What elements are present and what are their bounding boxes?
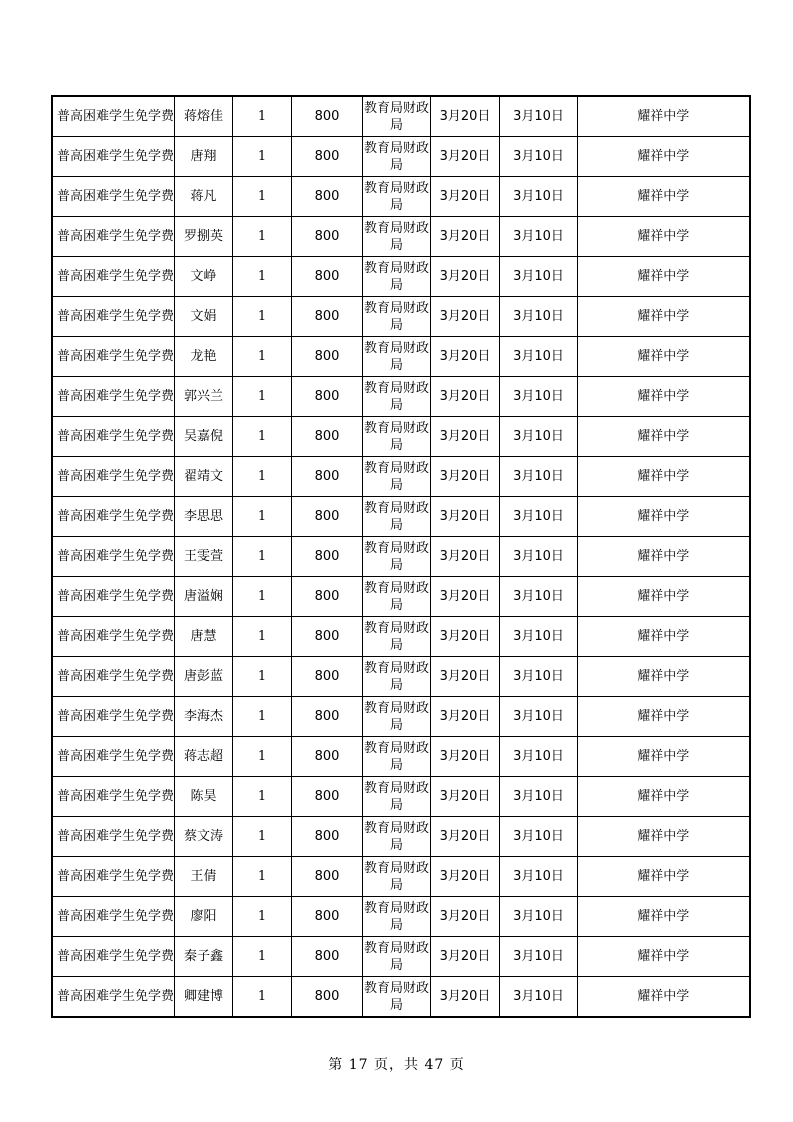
school-cell: 耀祥中学 bbox=[578, 377, 750, 417]
date-cell: 3月20日 bbox=[431, 137, 500, 177]
date-cell: 3月10日 bbox=[500, 137, 578, 177]
date-cell: 3月10日 bbox=[500, 497, 578, 537]
project-cell: 普高困难学生免学费 bbox=[52, 697, 175, 737]
amount-cell: 800 bbox=[292, 937, 363, 977]
project-cell: 普高困难学生免学费 bbox=[52, 737, 175, 777]
department-cell: 教育局财政局 bbox=[363, 377, 431, 417]
student-name-cell: 蒋凡 bbox=[175, 177, 233, 217]
school-cell: 耀祥中学 bbox=[578, 697, 750, 737]
count-cell: 1 bbox=[233, 977, 292, 1018]
count-cell: 1 bbox=[233, 337, 292, 377]
count-cell: 1 bbox=[233, 457, 292, 497]
department-cell: 教育局财政局 bbox=[363, 817, 431, 857]
count-cell: 1 bbox=[233, 937, 292, 977]
date-cell: 3月10日 bbox=[500, 577, 578, 617]
school-cell: 耀祥中学 bbox=[578, 657, 750, 697]
date-cell: 3月20日 bbox=[431, 417, 500, 457]
department-cell: 教育局财政局 bbox=[363, 537, 431, 577]
school-cell: 耀祥中学 bbox=[578, 96, 750, 137]
amount-cell: 800 bbox=[292, 217, 363, 257]
count-cell: 1 bbox=[233, 857, 292, 897]
date-cell: 3月10日 bbox=[500, 457, 578, 497]
date-cell: 3月10日 bbox=[500, 257, 578, 297]
date-cell: 3月20日 bbox=[431, 617, 500, 657]
date-cell: 3月10日 bbox=[500, 337, 578, 377]
date-cell: 3月20日 bbox=[431, 857, 500, 897]
school-cell: 耀祥中学 bbox=[578, 977, 750, 1018]
department-cell: 教育局财政局 bbox=[363, 137, 431, 177]
school-cell: 耀祥中学 bbox=[578, 177, 750, 217]
date-cell: 3月20日 bbox=[431, 457, 500, 497]
date-cell: 3月20日 bbox=[431, 657, 500, 697]
student-name-cell: 文峥 bbox=[175, 257, 233, 297]
project-cell: 普高困难学生免学费 bbox=[52, 657, 175, 697]
project-cell: 普高困难学生免学费 bbox=[52, 977, 175, 1018]
count-cell: 1 bbox=[233, 377, 292, 417]
amount-cell: 800 bbox=[292, 737, 363, 777]
table-row bbox=[52, 737, 750, 777]
amount-cell: 800 bbox=[292, 577, 363, 617]
student-name-cell: 郭兴兰 bbox=[175, 377, 233, 417]
student-name-cell: 唐溢娴 bbox=[175, 577, 233, 617]
department-cell: 教育局财政局 bbox=[363, 937, 431, 977]
student-name-cell: 文娟 bbox=[175, 297, 233, 337]
amount-cell: 800 bbox=[292, 617, 363, 657]
table-row bbox=[52, 577, 750, 617]
department-cell: 教育局财政局 bbox=[363, 617, 431, 657]
department-cell: 教育局财政局 bbox=[363, 577, 431, 617]
date-cell: 3月10日 bbox=[500, 777, 578, 817]
amount-cell: 800 bbox=[292, 817, 363, 857]
table-row bbox=[52, 137, 750, 177]
table-row bbox=[52, 977, 750, 1018]
date-cell: 3月20日 bbox=[431, 257, 500, 297]
date-cell: 3月10日 bbox=[500, 937, 578, 977]
table-row bbox=[52, 417, 750, 457]
school-cell: 耀祥中学 bbox=[578, 417, 750, 457]
date-cell: 3月20日 bbox=[431, 817, 500, 857]
count-cell: 1 bbox=[233, 737, 292, 777]
table-row bbox=[52, 817, 750, 857]
school-cell: 耀祥中学 bbox=[578, 337, 750, 377]
table-row bbox=[52, 457, 750, 497]
amount-cell: 800 bbox=[292, 177, 363, 217]
count-cell: 1 bbox=[233, 657, 292, 697]
school-cell: 耀祥中学 bbox=[578, 577, 750, 617]
school-cell: 耀祥中学 bbox=[578, 777, 750, 817]
records-table bbox=[51, 95, 751, 1018]
count-cell: 1 bbox=[233, 177, 292, 217]
date-cell: 3月20日 bbox=[431, 777, 500, 817]
table-row bbox=[52, 497, 750, 537]
amount-cell: 800 bbox=[292, 777, 363, 817]
count-cell: 1 bbox=[233, 537, 292, 577]
school-cell: 耀祥中学 bbox=[578, 857, 750, 897]
table-row bbox=[52, 257, 750, 297]
department-cell: 教育局财政局 bbox=[363, 977, 431, 1018]
date-cell: 3月10日 bbox=[500, 657, 578, 697]
table-row bbox=[52, 657, 750, 697]
student-name-cell: 李海杰 bbox=[175, 697, 233, 737]
date-cell: 3月10日 bbox=[500, 697, 578, 737]
project-cell: 普高困难学生免学费 bbox=[52, 217, 175, 257]
count-cell: 1 bbox=[233, 417, 292, 457]
date-cell: 3月20日 bbox=[431, 377, 500, 417]
department-cell: 教育局财政局 bbox=[363, 337, 431, 377]
project-cell: 普高困难学生免学费 bbox=[52, 377, 175, 417]
department-cell: 教育局财政局 bbox=[363, 497, 431, 537]
department-cell: 教育局财政局 bbox=[363, 777, 431, 817]
department-cell: 教育局财政局 bbox=[363, 457, 431, 497]
student-name-cell: 唐翔 bbox=[175, 137, 233, 177]
table-row bbox=[52, 937, 750, 977]
student-name-cell: 秦子鑫 bbox=[175, 937, 233, 977]
date-cell: 3月20日 bbox=[431, 177, 500, 217]
school-cell: 耀祥中学 bbox=[578, 537, 750, 577]
date-cell: 3月20日 bbox=[431, 96, 500, 137]
department-cell: 教育局财政局 bbox=[363, 217, 431, 257]
date-cell: 3月20日 bbox=[431, 937, 500, 977]
date-cell: 3月20日 bbox=[431, 337, 500, 377]
department-cell: 教育局财政局 bbox=[363, 737, 431, 777]
school-cell: 耀祥中学 bbox=[578, 137, 750, 177]
count-cell: 1 bbox=[233, 577, 292, 617]
project-cell: 普高困难学生免学费 bbox=[52, 137, 175, 177]
amount-cell: 800 bbox=[292, 377, 363, 417]
project-cell: 普高困难学生免学费 bbox=[52, 297, 175, 337]
student-name-cell: 蒋志超 bbox=[175, 737, 233, 777]
amount-cell: 800 bbox=[292, 977, 363, 1018]
department-cell: 教育局财政局 bbox=[363, 257, 431, 297]
table-row bbox=[52, 857, 750, 897]
amount-cell: 800 bbox=[292, 457, 363, 497]
date-cell: 3月10日 bbox=[500, 297, 578, 337]
count-cell: 1 bbox=[233, 697, 292, 737]
school-cell: 耀祥中学 bbox=[578, 257, 750, 297]
student-name-cell: 唐慧 bbox=[175, 617, 233, 657]
date-cell: 3月10日 bbox=[500, 177, 578, 217]
count-cell: 1 bbox=[233, 217, 292, 257]
school-cell: 耀祥中学 bbox=[578, 297, 750, 337]
date-cell: 3月20日 bbox=[431, 977, 500, 1018]
department-cell: 教育局财政局 bbox=[363, 297, 431, 337]
amount-cell: 800 bbox=[292, 137, 363, 177]
date-cell: 3月20日 bbox=[431, 217, 500, 257]
amount-cell: 800 bbox=[292, 417, 363, 457]
amount-cell: 800 bbox=[292, 857, 363, 897]
date-cell: 3月10日 bbox=[500, 617, 578, 657]
amount-cell: 800 bbox=[292, 497, 363, 537]
student-name-cell: 蔡文涛 bbox=[175, 817, 233, 857]
count-cell: 1 bbox=[233, 777, 292, 817]
student-name-cell: 陈昊 bbox=[175, 777, 233, 817]
project-cell: 普高困难学生免学费 bbox=[52, 577, 175, 617]
project-cell: 普高困难学生免学费 bbox=[52, 457, 175, 497]
student-name-cell: 王倩 bbox=[175, 857, 233, 897]
amount-cell: 800 bbox=[292, 337, 363, 377]
student-name-cell: 蒋熔佳 bbox=[175, 96, 233, 137]
student-name-cell: 吴嘉倪 bbox=[175, 417, 233, 457]
date-cell: 3月20日 bbox=[431, 497, 500, 537]
school-cell: 耀祥中学 bbox=[578, 617, 750, 657]
department-cell: 教育局财政局 bbox=[363, 657, 431, 697]
date-cell: 3月10日 bbox=[500, 857, 578, 897]
school-cell: 耀祥中学 bbox=[578, 737, 750, 777]
project-cell: 普高困难学生免学费 bbox=[52, 857, 175, 897]
table-row bbox=[52, 377, 750, 417]
student-name-cell: 唐彭蓝 bbox=[175, 657, 233, 697]
project-cell: 普高困难学生免学费 bbox=[52, 777, 175, 817]
school-cell: 耀祥中学 bbox=[578, 217, 750, 257]
school-cell: 耀祥中学 bbox=[578, 937, 750, 977]
school-cell: 耀祥中学 bbox=[578, 497, 750, 537]
count-cell: 1 bbox=[233, 897, 292, 937]
date-cell: 3月10日 bbox=[500, 817, 578, 857]
project-cell: 普高困难学生免学费 bbox=[52, 617, 175, 657]
table-row bbox=[52, 297, 750, 337]
count-cell: 1 bbox=[233, 137, 292, 177]
date-cell: 3月20日 bbox=[431, 577, 500, 617]
department-cell: 教育局财政局 bbox=[363, 417, 431, 457]
student-name-cell: 龙艳 bbox=[175, 337, 233, 377]
project-cell: 普高困难学生免学费 bbox=[52, 96, 175, 137]
amount-cell: 800 bbox=[292, 96, 363, 137]
date-cell: 3月10日 bbox=[500, 737, 578, 777]
date-cell: 3月20日 bbox=[431, 537, 500, 577]
table-row bbox=[52, 337, 750, 377]
date-cell: 3月10日 bbox=[500, 217, 578, 257]
date-cell: 3月20日 bbox=[431, 737, 500, 777]
date-cell: 3月10日 bbox=[500, 897, 578, 937]
student-name-cell: 李思思 bbox=[175, 497, 233, 537]
count-cell: 1 bbox=[233, 257, 292, 297]
table-body bbox=[52, 96, 750, 1017]
department-cell: 教育局财政局 bbox=[363, 857, 431, 897]
count-cell: 1 bbox=[233, 96, 292, 137]
student-name-cell: 王雯萱 bbox=[175, 537, 233, 577]
department-cell: 教育局财政局 bbox=[363, 177, 431, 217]
project-cell: 普高困难学生免学费 bbox=[52, 177, 175, 217]
project-cell: 普高困难学生免学费 bbox=[52, 257, 175, 297]
date-cell: 3月10日 bbox=[500, 977, 578, 1018]
date-cell: 3月20日 bbox=[431, 297, 500, 337]
project-cell: 普高困难学生免学费 bbox=[52, 417, 175, 457]
amount-cell: 800 bbox=[292, 257, 363, 297]
department-cell: 教育局财政局 bbox=[363, 897, 431, 937]
student-name-cell: 廖阳 bbox=[175, 897, 233, 937]
student-name-cell: 卿建博 bbox=[175, 977, 233, 1018]
project-cell: 普高困难学生免学费 bbox=[52, 337, 175, 377]
date-cell: 3月10日 bbox=[500, 96, 578, 137]
date-cell: 3月20日 bbox=[431, 697, 500, 737]
amount-cell: 800 bbox=[292, 537, 363, 577]
date-cell: 3月10日 bbox=[500, 537, 578, 577]
count-cell: 1 bbox=[233, 497, 292, 537]
count-cell: 1 bbox=[233, 297, 292, 337]
project-cell: 普高困难学生免学费 bbox=[52, 937, 175, 977]
project-cell: 普高困难学生免学费 bbox=[52, 817, 175, 857]
table-row bbox=[52, 777, 750, 817]
student-name-cell: 翟靖文 bbox=[175, 457, 233, 497]
school-cell: 耀祥中学 bbox=[578, 457, 750, 497]
department-cell: 教育局财政局 bbox=[363, 697, 431, 737]
table-row bbox=[52, 897, 750, 937]
date-cell: 3月10日 bbox=[500, 417, 578, 457]
department-cell: 教育局财政局 bbox=[363, 96, 431, 137]
amount-cell: 800 bbox=[292, 297, 363, 337]
page-footer: 第 17 页，共 47 页 bbox=[328, 1057, 465, 1073]
project-cell: 普高困难学生免学费 bbox=[52, 497, 175, 537]
student-name-cell: 罗捌英 bbox=[175, 217, 233, 257]
table-row bbox=[52, 96, 750, 137]
table-row bbox=[52, 537, 750, 577]
project-cell: 普高困难学生免学费 bbox=[52, 897, 175, 937]
school-cell: 耀祥中学 bbox=[578, 897, 750, 937]
amount-cell: 800 bbox=[292, 657, 363, 697]
table-row bbox=[52, 617, 750, 657]
table-row bbox=[52, 177, 750, 217]
school-cell: 耀祥中学 bbox=[578, 817, 750, 857]
count-cell: 1 bbox=[233, 617, 292, 657]
amount-cell: 800 bbox=[292, 897, 363, 937]
table-row bbox=[52, 697, 750, 737]
date-cell: 3月20日 bbox=[431, 897, 500, 937]
count-cell: 1 bbox=[233, 817, 292, 857]
amount-cell: 800 bbox=[292, 697, 363, 737]
table-row bbox=[52, 217, 750, 257]
project-cell: 普高困难学生免学费 bbox=[52, 537, 175, 577]
date-cell: 3月10日 bbox=[500, 377, 578, 417]
